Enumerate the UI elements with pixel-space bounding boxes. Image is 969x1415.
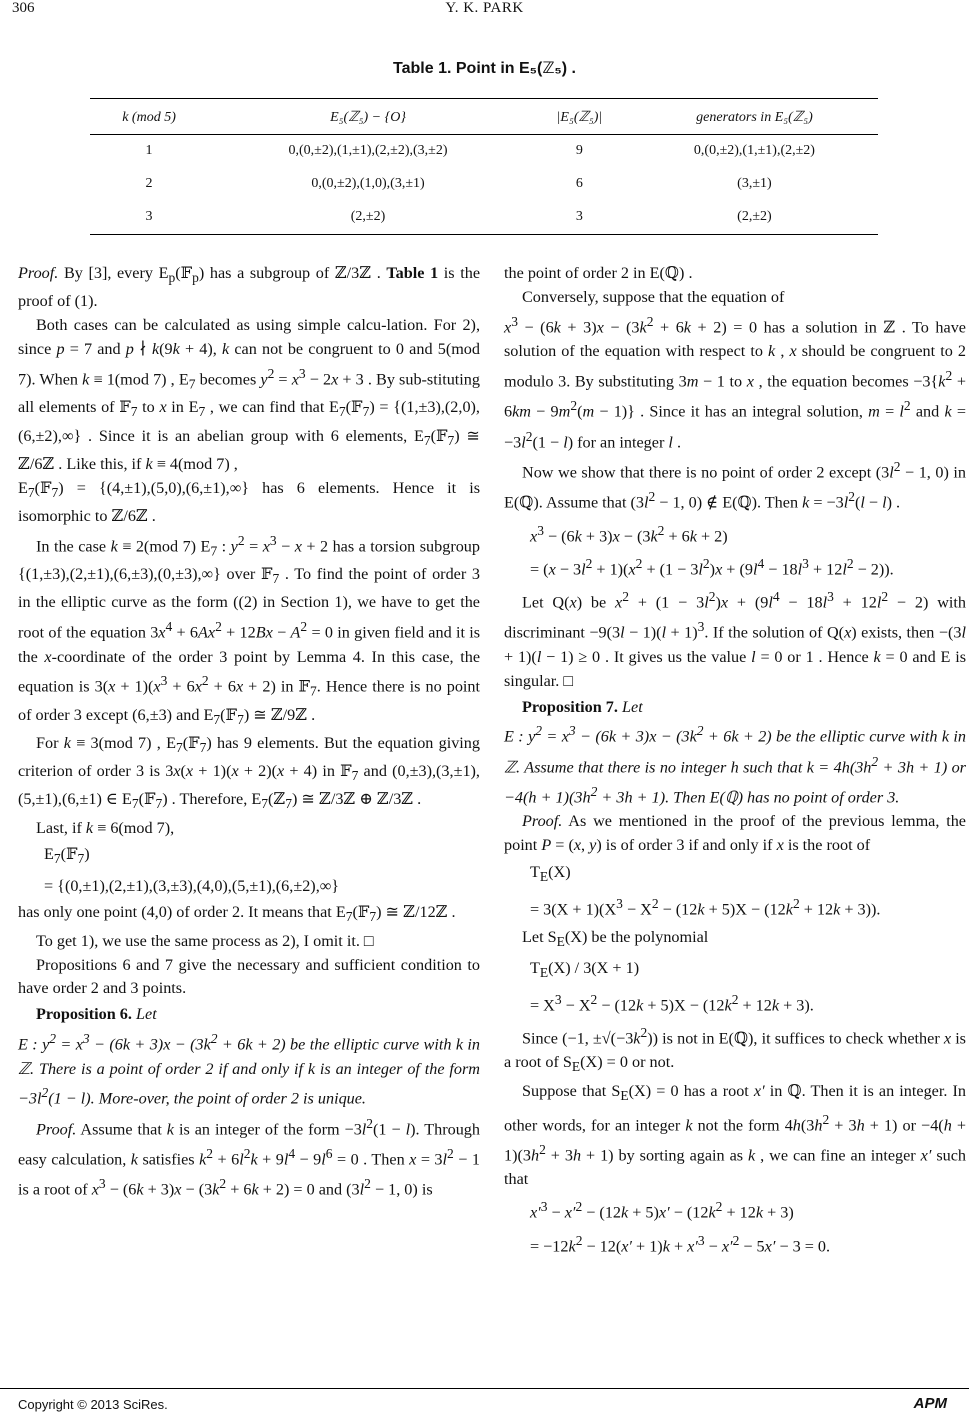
page-number: 306: [12, 0, 35, 16]
table-column-header: |E₅(ℤ₅)|: [528, 99, 631, 135]
points-table: [90, 98, 878, 235]
paragraph: $E_7(𝔽_7) = \{(4,\pm 1),(5,0),(6,\pm 1),\infty\}$ has 6 elements. Hence it is isomorphic to ℤ/6ℤ .: [18, 478, 480, 525]
paragraph: the point of order 2 in E(ℚ) .: [504, 264, 693, 282]
paragraph: Proof. Assume that k is an integer of the form $-3l^2(1 - l)$. Through easy calculation, k satisfies $k^2 + 6l^2k + 9l^4 - 9l^6 = 0$ . Then $x = 3l^2 - 1$ is a root of $x^3 - (6k + 3)x - (3k^2 + 6k + 2) = 0$ and ($3l^2 - 1$, 0) is: [18, 1115, 480, 1199]
paragraph: Let Q(x) be $x^2 + (1 - 3l^2)x + (9l^4 - 18l^3 + 12l^2 - 2)$ with discriminant $-9(3l - 1)(l + 1)^3$. If the solution of Q(x) exists, then −(3l + 1)(l − 1) ≥ 0 . It gives us the value l = 0 or 1 . Hence k = 0 and E is singular. □: [504, 589, 967, 690]
table-cell: 0,(0,±2),(1,±1),(2,±2),(3,±2): [288, 143, 448, 158]
display-equation: $x^3 - (6k + 3)x - (3k^2 + 6k + 2)$: [530, 522, 728, 545]
table-cell: 9: [575, 143, 583, 158]
table-body: [90, 135, 878, 235]
table-column-header: k (mod 5): [90, 99, 208, 135]
display-equation: = {(0,±1),(2,±1),(3,±3),(4,0),(5,±1),(6,±2),∞}: [44, 876, 340, 895]
table-cell: 6: [575, 176, 583, 191]
paragraph: To get 1), we use the same process as 2), I omit it. □: [36, 931, 374, 950]
journal-abbrev: APM: [913, 1395, 947, 1412]
table-cell: 3: [528, 201, 631, 235]
paragraph: Suppose that $S_E(X) = 0$ has a root x′ in ℚ. Then it is an integer. In other words, for an integer k not the form $4h(3h^2 + 3h + 1)$ or $-4(h + 1)(3h^2 + 3h + 1)$ by sorting again as k , we can fine an integer x′ such that: [504, 1081, 966, 1189]
display-equation: = $(x - 3l^2 + 1)(x^2 + (1 - 3l^2)x + (9l^4 - 18l^3 + 12l^2 - 2))$.: [530, 555, 894, 579]
table-cell: 0,(0,±2),(1,0),(3,±1): [311, 176, 425, 191]
page-footer: [0, 1388, 969, 1415]
table-row: [90, 201, 878, 235]
paragraph: Propositions 6 and 7 give the necessary and sufficient condition to have order 2 and 3 points.: [18, 955, 480, 998]
paragraph: Conversely, suppose that the equation of: [522, 287, 785, 306]
copyright-notice: Copyright © 2013 SciRes.: [18, 1397, 168, 1412]
display-equation: $E_7(𝔽_7)$: [44, 845, 90, 867]
display-equation: = $X^3 - X^2 - (12k + 5)X - (12k^2 + 12k + 3)$.: [530, 991, 814, 1015]
paragraph: $x^3 - (6k + 3)x - (3k^2 + 6k + 2) = 0$ has a solution in ℤ . To have solution of the equation with respect to k , x should be congruent to 2 modulo 3. By substituting 3m − 1 to x , the equation becomes $-3\{k^2 + 6km - 9m^2(m - 1)\}$ . Since it has an integral solution, $m = l^2$ and $k = -3l^2(1 - l)$ for an integer l .: [504, 313, 967, 451]
table-column-header: E₅(ℤ₅) − {O}: [208, 99, 528, 135]
table-cell: 2: [145, 176, 153, 191]
running-header: [0, 0, 969, 24]
paragraph: E : $y^2 = x^3 - (6k + 3)x - (3k^2 + 6k + 2)$ be the elliptic curve with k in ℤ. Assume that there is no integer h such that $k = 4h(3h^2 + 3h + 1)$ or $-4(h + 1)(3h^2 + 3h + 1)$. Then E(ℚ) has no point of order 3.: [504, 723, 966, 807]
display-equation: $x'^3 - x'^2 - (12k + 5)x' - (12k^2 + 12k + 3)$: [530, 1199, 794, 1222]
table-cell: (3,±1): [737, 176, 772, 191]
display-equation: $T_E(X) / 3(X + 1)$: [530, 958, 640, 980]
table-row: [90, 168, 878, 201]
display-equation: = $3(X + 1)(X^3 - X^2 - (12k + 5)X - (12k^2 + 12k + 3))$.: [530, 896, 881, 919]
table-header-row: [90, 99, 878, 135]
table-row: [90, 135, 878, 169]
left-column: [18, 262, 480, 1203]
table-cell: (2,±2): [208, 201, 528, 235]
paragraph: Proof. As we mentioned in the proof of the previous lemma, the point P = (x, y) is of order 3 if and only if x is the root of: [504, 812, 966, 855]
table-cell: 0,(0,±2),(1,±1),(2,±2): [693, 143, 815, 158]
running-author: Y. K. PARK: [445, 0, 524, 16]
table-cell: 1: [145, 143, 153, 158]
paragraph: Let $S_E(X)$ be the polynomial: [522, 927, 709, 949]
paragraph: Both cases can be calculated as using simple calcu-lation. For 2), since p = 7 and p ∤ k(9k + 4), k can not be congruent to 0 and 5(mod 7). When k ≡ 1(mod 7) , $E_7$ becomes $y^2 = x^3 - 2x + 3$ . By sub-stituting all elements of 𝔽$_7$ to x in $E_7$ , we can find that $E_7(𝔽_7) = \{(1,\pm 3),(2,0),(6,\pm 2),\infty\}$ . Since it is an abelian group with 6 elements, $E_7(𝔽_7)$ ≅ ℤ/6ℤ . Like this, if k ≡ 4(mod 7) ,: [18, 316, 480, 473]
paragraph: For k ≡ 3(mod 7) , $E_7(𝔽_7)$ has 9 elements. But the equation giving criterion of order 3 is 3x(x + 1)(x + 2)(x + 4) in 𝔽$_7$ and (0,±3),(3,±1),(5,±1),(6,±1) ∈ $E_7(𝔽_7)$ . Therefore, $E_7(ℤ_7)$ ≅ ℤ/3ℤ ⊕ ℤ/3ℤ .: [18, 734, 480, 812]
paragraph: In the case k ≡ 2(mod 7) $E_7$ : $y^2 = x^3 - x + 2$ has a torsion subgroup {(1,±3),(2,±1),(6,±3),(0,±3),∞} over 𝔽$_7$ . To find the point of order 3 in the elliptic curve as the form ((2) in Section 1), we have to get the root of the equation $3x^4 + 6Ax^2 + 12Bx - A^2 = 0$ in given field and it is the x-coordinate of the order 3 point by Lemma 4. In this case, the equation is $3(x + 1)(x^3 + 6x^2 + 6x + 2)$ in 𝔽$_7$. Hence there is no point of order 3 except (6,±3) and $E_7(𝔽_7)$ ≅ ℤ/9ℤ .: [18, 532, 481, 728]
proposition-heading: Proposition 6. Let: [36, 1005, 157, 1024]
paragraph: E : $y^2 = x^3 - (6k + 3)x - (3k^2 + 6k + 2)$ be the elliptic curve with k in ℤ. There is a point of order 2 if and only if k is an integer of the form $-3l^2(1 - l)$. More-over, the point of order 2 is unique.: [18, 1031, 480, 1108]
table-column-header: generators in E₅(ℤ₅): [631, 99, 878, 135]
table-caption: Table 1. Point in E₅(ℤ₅) .: [393, 60, 576, 77]
paragraph: Since (−1, $\pm√(-3k^2)$) is not in E(ℚ), it suffices to check whether x is a root of $S_E(X) = 0$ or not.: [504, 1025, 966, 1075]
right-column: [504, 262, 966, 1262]
paragraph: Proof. By [3], every $E_p(𝔽_p)$ has a subgroup of ℤ/3ℤ . Table 1 is the proof of (1).: [18, 264, 481, 311]
table-cell: 3: [90, 201, 208, 235]
proposition-heading: Proposition 7. Let: [522, 697, 643, 716]
display-equation: = $-12k^2 - 12(x' + 1)k + x'^3 - x'^2 - 5x' - 3 = 0$.: [530, 1232, 831, 1255]
paragraph: Last, if k ≡ 6(mod 7),: [36, 818, 175, 837]
table-cell: (2,±2): [631, 201, 878, 235]
display-equation: $T_E(X)$: [530, 863, 571, 885]
paragraph: has only one point (4,0) of order 2. It means that $E_7(𝔽_7)$ ≅ ℤ/12ℤ .: [18, 903, 456, 925]
paragraph: Now we show that there is no point of order 2 except ($3l^2 - 1$, 0) in E(ℚ). Assume that ($3l^2 - 1$, 0) ∉ E(ℚ). Then $k = -3l^2(l - l)$ .: [504, 458, 966, 512]
